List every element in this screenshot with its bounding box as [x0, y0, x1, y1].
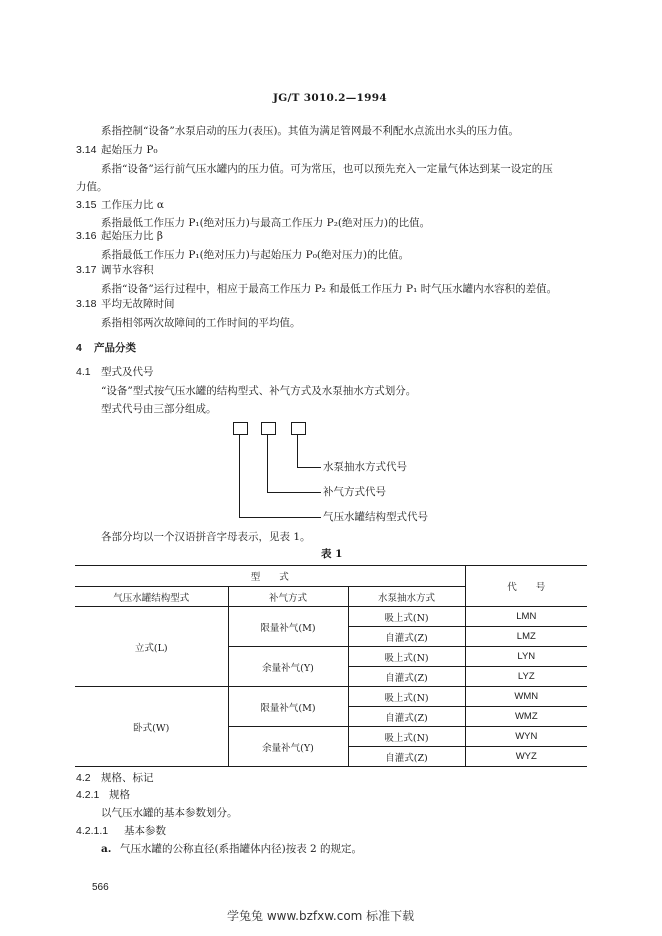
section-3-14-title: 起始压力 P₀ — [101, 144, 158, 156]
section-4-2-1-1-number: 4.2.1.1 — [76, 825, 109, 837]
section-4-number: 4 — [76, 342, 82, 354]
connector-air-horizontal — [267, 492, 321, 493]
table-header-type: 型 式 — [75, 566, 465, 587]
section-3-15-text: 系指最低工作压力 P₁(绝对压力)与最高工作压力 P₂(绝对压力)的比值。 — [101, 217, 431, 229]
section-4-2-title: 规格、标记 — [101, 772, 154, 784]
table-cell-pump: 自灌式(Z) — [348, 747, 465, 767]
table-cell-structure: 卧式(W) — [75, 687, 228, 767]
section-3-16-text: 系指最低工作压力 P₁(绝对压力)与起始压力 P₀(绝对压力)的比值。 — [101, 249, 410, 261]
section-3-15-title: 工作压力比 α — [101, 199, 164, 211]
section-3-16-title: 起始压力比 β — [101, 230, 163, 242]
label-pump-code: 水泵抽水方式代号 — [323, 461, 407, 473]
table-cell-pump: 自灌式(Z) — [348, 707, 465, 727]
section-3-17-title: 调节水容积 — [101, 264, 154, 276]
table-cell-code: LMZ — [465, 627, 587, 647]
section-4-1-number: 4.1 — [76, 366, 91, 378]
table-col-structure: 气压水罐结构型式 — [75, 587, 228, 607]
document-header: JG/T 3010.2—1994 — [273, 92, 387, 104]
code-box-pump — [291, 422, 306, 435]
table-cell-pump: 吸上式(N) — [348, 607, 465, 627]
paragraph-pressure-desc: 系指控制“设备”水泵启动的压力(表压)。其值为满足管网最不利配水点流出水头的压力值。 — [101, 125, 519, 137]
connector-pump-horizontal — [297, 467, 321, 468]
label-structure-code: 气压水罐结构型式代号 — [323, 511, 428, 523]
table-cell-code: LMN — [465, 607, 587, 627]
code-box-air — [261, 422, 276, 435]
connector-pump-vertical — [297, 435, 298, 467]
connector-structure-vertical — [239, 435, 240, 517]
section-3-16-number: 3.16 — [76, 230, 97, 242]
section-4-1-title: 型式及代号 — [101, 366, 154, 378]
section-3-17-number: 3.17 — [76, 264, 97, 276]
section-4-2-1-text: 以气压水罐的基本参数划分。 — [101, 807, 238, 819]
label-air-code: 补气方式代号 — [323, 486, 386, 498]
connector-structure-horizontal — [239, 517, 321, 518]
table-cell-code: WMN — [465, 687, 587, 707]
section-3-17-text: 系指“设备”运行过程中，相应于最高工作压力 P₂ 和最低工作压力 P₁ 时气压水罐内水容积的差值。 — [101, 283, 558, 295]
item-a-label: a. — [101, 843, 112, 855]
table-row — [75, 687, 587, 707]
section-3-14-text-cont: 力值。 — [76, 181, 108, 193]
table-cell-code: LYN — [465, 647, 587, 667]
table-cell-pump: 吸上式(N) — [348, 727, 465, 747]
table-cell-code: WYN — [465, 727, 587, 747]
table-cell-structure: 立式(L) — [75, 607, 228, 687]
table-cell-air: 余量补气(Y) — [228, 727, 348, 767]
table-cell-pump: 自灌式(Z) — [348, 627, 465, 647]
page-number: 566 — [92, 882, 109, 893]
code-box-structure — [233, 422, 248, 435]
item-a-text: 气压水罐的公称直径(系指罐体内径)按表 2 的规定。 — [120, 843, 363, 855]
connector-air-vertical — [267, 435, 268, 492]
section-3-15-number: 3.15 — [76, 199, 97, 211]
table-row — [75, 607, 587, 627]
section-4-2-1-1-title: 基本参数 — [124, 825, 166, 837]
table-cell-code: WMZ — [465, 707, 587, 727]
section-3-18-title: 平均无故障时间 — [101, 298, 175, 310]
section-4-2-1-number: 4.2.1 — [76, 789, 100, 801]
table-cell-pump: 吸上式(N) — [348, 647, 465, 667]
table-cell-air: 限量补气(M) — [228, 607, 348, 647]
table-cell-code: LYZ — [465, 667, 587, 687]
section-3-18-number: 3.18 — [76, 298, 97, 310]
watermark: 学兔兔 www.bzfxw.com 标准下载 — [227, 909, 415, 923]
section-4-1-text-3: 各部分均以一个汉语拼音字母表示，见表 1。 — [101, 531, 311, 543]
section-3-18-text: 系指相邻两次故障间的工作时间的平均值。 — [101, 317, 301, 329]
table-col-air: 补气方式 — [228, 587, 348, 607]
table-header-code: 代 号 — [465, 566, 587, 607]
table-cell-pump: 吸上式(N) — [348, 687, 465, 707]
section-3-14-number: 3.14 — [76, 144, 97, 156]
table-col-pump: 水泵抽水方式 — [348, 587, 465, 607]
section-4-title: 产品分类 — [94, 342, 136, 354]
table-cell-pump: 自灌式(Z) — [348, 667, 465, 687]
section-4-2-1-title: 规格 — [109, 789, 130, 801]
section-4-2-number: 4.2 — [76, 772, 91, 784]
table-1 — [75, 565, 587, 767]
table-cell-code: WYZ — [465, 747, 587, 767]
section-4-1-text-2: 型式代号由三部分组成。 — [101, 403, 217, 415]
table-cell-air: 余量补气(Y) — [228, 647, 348, 687]
section-4-1-text-1: “设备”型式按气压水罐的结构型式、补气方式及水泵抽水方式划分。 — [101, 385, 417, 397]
section-3-14-text: 系指“设备”运行前气压水罐内的压力值。可为常压，也可以预先充入一定量气体达到某一设定的压 — [101, 163, 553, 175]
table-1-caption: 表 1 — [321, 548, 343, 560]
table-cell-air: 限量补气(M) — [228, 687, 348, 727]
